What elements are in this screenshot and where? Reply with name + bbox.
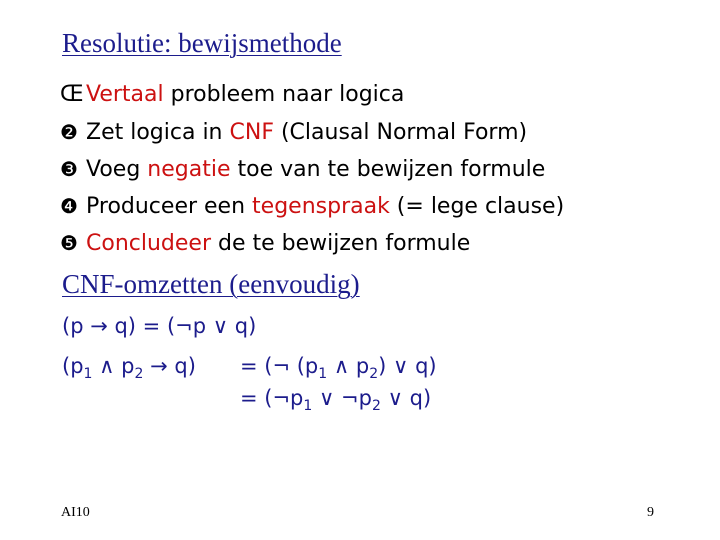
page-number: 9 — [647, 505, 654, 520]
step-2 — [60, 117, 527, 147]
step-keyword: CNF — [229, 120, 274, 145]
step-text: probleem naar logica — [163, 82, 405, 107]
formula-line-2-lhs: ($p_1$ ∧ $p_2 \to q$) — [62, 354, 196, 382]
step-text: Produceer een — [86, 194, 253, 219]
step-text: Voeg — [86, 157, 148, 182]
step-text: Zet logica in — [86, 120, 230, 145]
step-keyword: Concludeer — [86, 231, 211, 256]
step-text: (Clausal Normal Form) — [273, 120, 528, 145]
step-text: toe van te bewijzen formule — [230, 157, 546, 182]
step-number-5: ❺ — [60, 231, 78, 255]
page-title: Resolutie: bewijsmethode — [62, 28, 342, 58]
formula-line-3-rhs: = ($\neg p_1$ ∨ $\neg p_2$ ∨ q) — [240, 386, 432, 414]
step-number-2: ❷ — [60, 120, 78, 144]
step-text: de te bewijzen formule — [211, 231, 471, 256]
footer-course-label: AI10 — [61, 505, 90, 520]
step-keyword: Vertaal — [86, 82, 164, 107]
step-keyword: negatie — [147, 157, 231, 182]
step-keyword: tegenspraak — [252, 194, 390, 219]
step-1 — [60, 80, 404, 110]
step-number-1: Œ — [60, 82, 84, 107]
formula-line-1: (p → q) = (¬p ∨ q) — [62, 314, 257, 338]
formula-line-2-rhs: = (¬ ($p_1$ ∧ $p_2$) ∨ q) — [240, 354, 437, 382]
step-4 — [60, 191, 564, 221]
step-number-3: ❸ — [60, 157, 78, 181]
step-number-4: ❹ — [60, 194, 78, 218]
section-title: CNF-omzetten (eenvoudig) — [62, 269, 360, 299]
step-5 — [60, 228, 470, 258]
step-text: (= lege clause) — [389, 194, 565, 219]
step-3 — [60, 154, 545, 184]
